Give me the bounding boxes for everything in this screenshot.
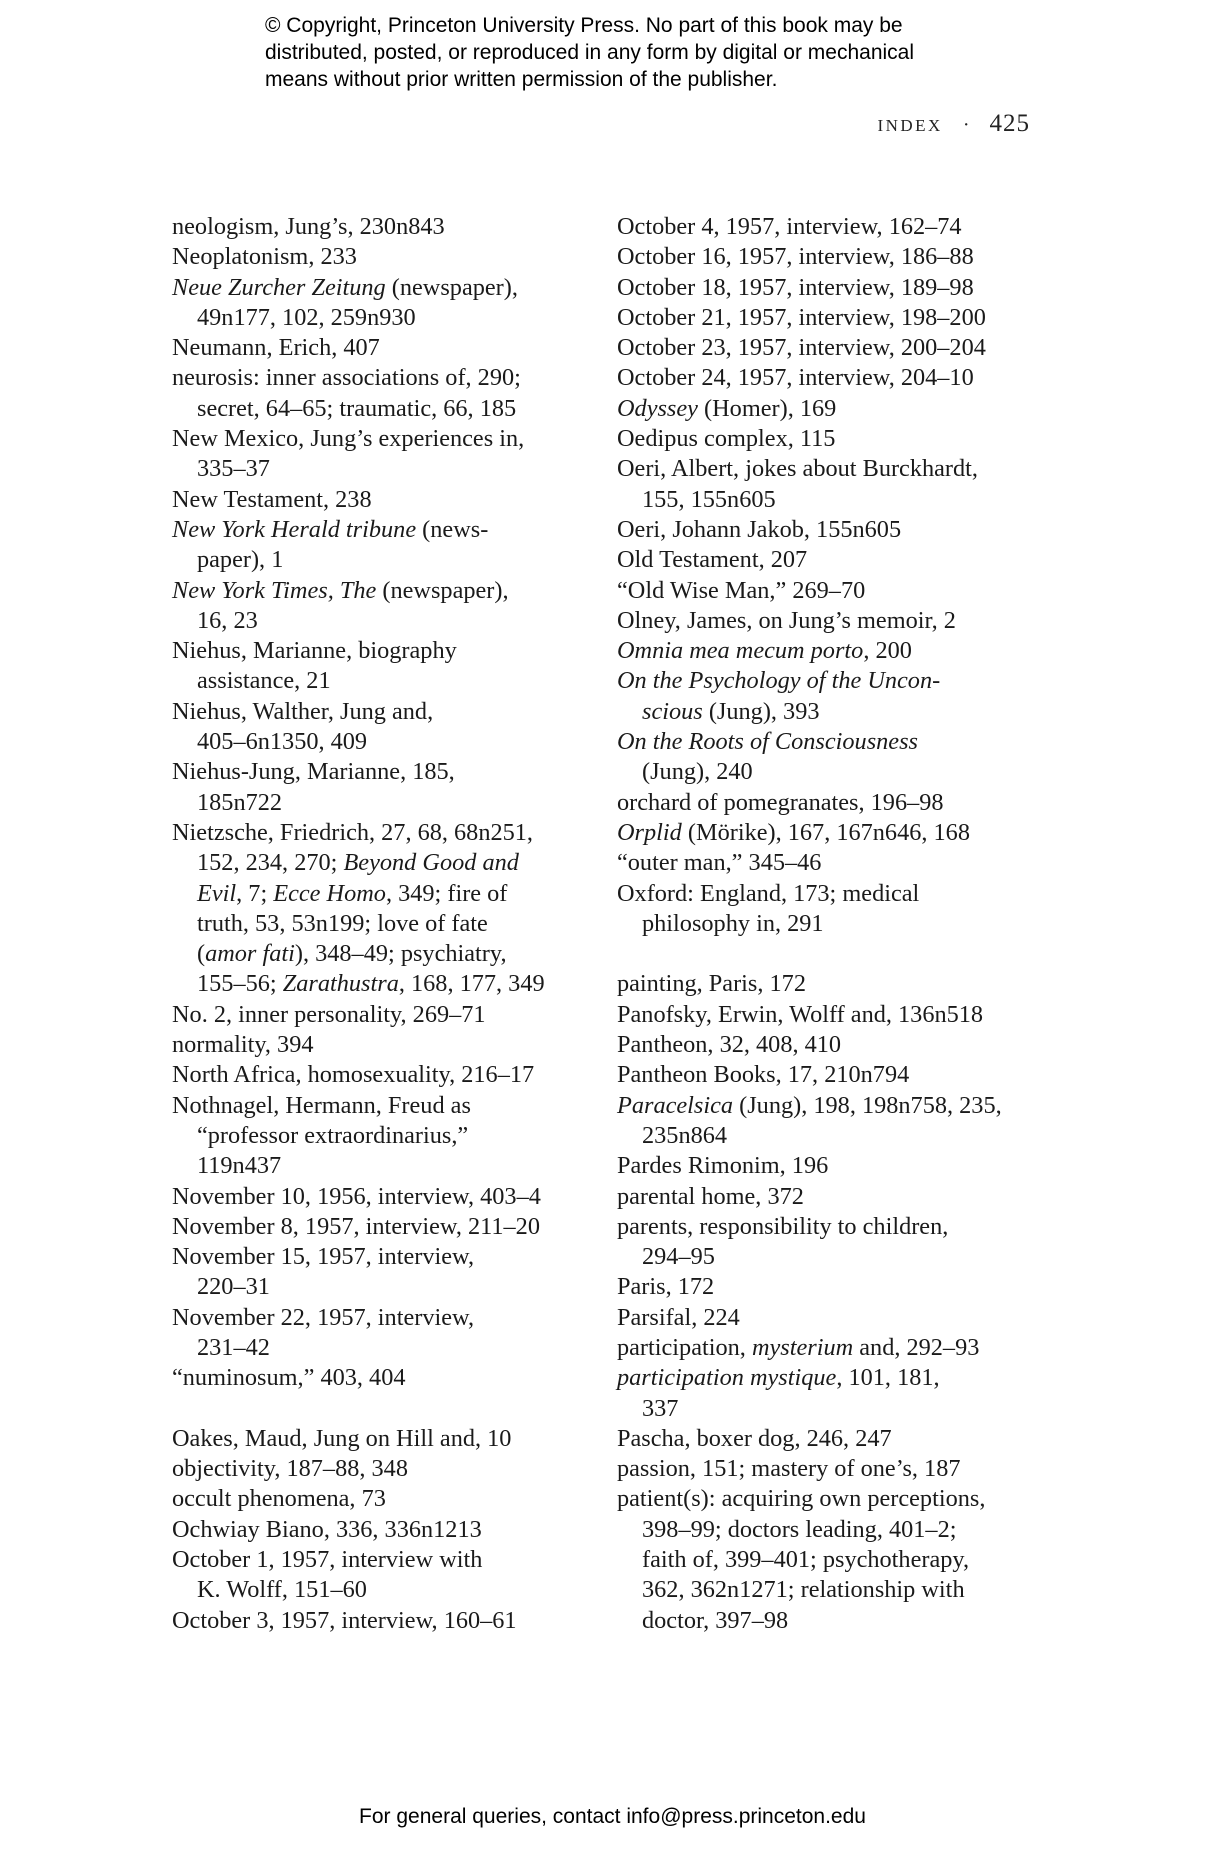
index-entry (172, 212, 600, 242)
index-column-right (617, 212, 1045, 1636)
index-entry (617, 1363, 1045, 1393)
index-entry (617, 727, 1045, 757)
index-text: , 200 (863, 637, 912, 665)
index-entry (617, 273, 1045, 303)
index-text: North Africa, homosexuality, 216–17 (172, 1061, 535, 1089)
index-entry-continuation (172, 606, 600, 636)
index-entry (617, 394, 1045, 424)
index-entry (617, 788, 1045, 818)
index-entry (172, 1424, 600, 1454)
index-text: 337 (642, 1394, 679, 1422)
index-text: 231–42 (197, 1333, 270, 1361)
index-title-italic: Beyond Good and (343, 849, 519, 877)
index-text: Pantheon, 32, 408, 410 (617, 1031, 842, 1059)
index-entry (172, 1060, 600, 1090)
index-text: 335–37 (197, 455, 270, 483)
index-text: October 23, 1957, interview, 200–204 (617, 334, 986, 362)
index-text: “outer man,” 345–46 (617, 849, 822, 877)
index-entry (617, 1091, 1045, 1121)
index-entry (617, 666, 1045, 696)
index-text: (Jung), 393 (702, 697, 820, 725)
index-entry (617, 1484, 1045, 1514)
index-text: passion, 151; mastery of one’s, 187 (617, 1455, 961, 1483)
index-text: November 8, 1957, interview, 211–20 (172, 1212, 540, 1240)
index-entry (172, 697, 600, 727)
index-text: 405–6n1350, 409 (197, 728, 368, 756)
index-text: 155–56; (197, 970, 283, 998)
index-text: Nietzsche, Friedrich, 27, 68, 68n251, (172, 818, 534, 846)
index-entry-continuation (172, 1272, 600, 1302)
index-text: October 16, 1957, interview, 186–88 (617, 243, 974, 271)
index-entry (617, 333, 1045, 363)
index-text: objectivity, 187–88, 348 (172, 1455, 408, 1483)
index-column-left (172, 212, 600, 1636)
index-text: 16, 23 (197, 606, 258, 634)
index-title-italic: On the Roots of Consciousness (617, 728, 919, 756)
index-entry-continuation (172, 1575, 600, 1605)
index-text: assistance, 21 (197, 667, 331, 695)
index-entry (617, 576, 1045, 606)
index-entry-continuation (172, 909, 600, 939)
index-title-italic: Paracelsica (617, 1091, 734, 1119)
index-text: (Mörike), 167, 167n646, 168 (681, 818, 970, 846)
index-title-italic: Omnia mea mecum porto (617, 637, 864, 665)
index-entry-continuation (617, 1394, 1045, 1424)
index-title-italic: amor fati (205, 940, 295, 968)
index-text: Parsifal, 224 (617, 1303, 740, 1331)
index-entry (172, 1303, 600, 1333)
index-text: Niehus, Walther, Jung and, (172, 697, 434, 725)
index-entry (617, 636, 1045, 666)
index-entry (617, 424, 1045, 454)
index-entry (617, 1060, 1045, 1090)
index-entry (172, 485, 600, 515)
index-text: (Jung), 240 (642, 758, 753, 786)
page-number: 425 (989, 110, 1030, 137)
index-entry (172, 576, 600, 606)
index-entry-continuation (172, 969, 600, 999)
index-entry-continuation (617, 757, 1045, 787)
index-text: 235n864 (642, 1121, 728, 1149)
index-text: October 24, 1957, interview, 204–10 (617, 364, 974, 392)
index-entry-continuation (172, 1333, 600, 1363)
index-text: neurosis: inner associations of, 290; (172, 364, 521, 392)
index-text: New Mexico, Jung’s experiences in, (172, 425, 525, 453)
index-entry (172, 1515, 600, 1545)
index-text: Nothnagel, Hermann, Freud as (172, 1091, 471, 1119)
index-title-italic: New York Times, The (172, 576, 377, 604)
index-entry (172, 1030, 600, 1060)
index-text: , 101, 181, (836, 1364, 940, 1392)
index-text: (newspaper), (385, 273, 518, 301)
index-entry (172, 424, 600, 454)
index-entry (617, 454, 1045, 484)
index-text: painting, Paris, 172 (617, 970, 806, 998)
index-text: occult phenomena, 73 (172, 1485, 386, 1513)
running-head (700, 110, 1030, 138)
index-entry-continuation (172, 939, 600, 969)
index-text: participation, (617, 1333, 752, 1361)
index-text: Ochwiay Biano, 336, 336n1213 (172, 1515, 482, 1543)
index-text: ), 348–49; psychiatry, (294, 940, 507, 968)
index-title-italic: Odyssey (617, 394, 698, 422)
index-entry-continuation (617, 909, 1045, 939)
index-text: , 168, 177, 349 (398, 970, 545, 998)
index-text: Neoplatonism, 233 (172, 243, 357, 271)
index-entry-continuation (172, 727, 600, 757)
index-entry-continuation (617, 697, 1045, 727)
running-head-separator: · (962, 114, 970, 136)
index-entry-continuation (617, 1242, 1045, 1272)
index-entry (172, 1363, 600, 1393)
index-text: “Old Wise Man,” 269–70 (617, 576, 866, 604)
index-text: Oeri, Albert, jokes about Burckhardt, (617, 455, 978, 483)
index-letter-gap (172, 1394, 600, 1424)
index-text: and, 292–93 (853, 1333, 980, 1361)
index-entry (617, 1030, 1045, 1060)
index-entry (172, 757, 600, 787)
index-text: November 10, 1956, interview, 403–4 (172, 1182, 541, 1210)
index-text: (Jung), 198, 198n758, 235, (733, 1091, 1002, 1119)
index-entry-continuation (172, 1151, 600, 1181)
index-text: , 7; (236, 879, 274, 907)
index-title-italic: participation mystique (617, 1364, 837, 1392)
index-entry (617, 303, 1045, 333)
index-entry (172, 1000, 600, 1030)
copyright-notice (265, 12, 985, 93)
index-entry (617, 848, 1045, 878)
index-entry (617, 242, 1045, 272)
index-entry (617, 1333, 1045, 1363)
index-entry (172, 1545, 600, 1575)
index-entry-continuation (172, 545, 600, 575)
index-entry (172, 333, 600, 363)
index-text: Panofsky, Erwin, Wolff and, 136n518 (617, 1000, 984, 1028)
index-text: October 21, 1957, interview, 198–200 (617, 303, 986, 331)
index-entry (172, 515, 600, 545)
index-text: Oeri, Johann Jakob, 155n605 (617, 515, 902, 543)
index-entry (617, 1212, 1045, 1242)
index-title-italic: Evil (197, 879, 237, 907)
index-entry (172, 1182, 600, 1212)
running-head-section: INDEX (877, 116, 943, 135)
index-text: Oedipus complex, 115 (617, 425, 836, 453)
index-text: “professor extraordinarius,” (197, 1121, 469, 1149)
index-entry (617, 969, 1045, 999)
index-entry-continuation (172, 848, 600, 878)
index-title-italic: New York Herald tribune (172, 515, 417, 543)
index-entry (172, 1242, 600, 1272)
index-text: November 15, 1957, interview, (172, 1243, 475, 1271)
index-text: November 22, 1957, interview, (172, 1303, 475, 1331)
index-text: doctor, 397–98 (642, 1606, 789, 1634)
index-text: 155, 155n605 (642, 485, 776, 513)
index-text: 398–99; doctors leading, 401–2; (642, 1515, 957, 1543)
index-entry-continuation (617, 1606, 1045, 1636)
index-entry (172, 1484, 600, 1514)
index-text: (news- (416, 515, 489, 543)
index-text: New Testament, 238 (172, 485, 372, 513)
footer-contact: For general queries, contact info@press.princeton.edu (359, 1805, 866, 1828)
index-entry (617, 1272, 1045, 1302)
index-entry (172, 363, 600, 393)
index-entry (617, 1303, 1045, 1333)
index-entry (172, 242, 600, 272)
index-text: October 3, 1957, interview, 160–61 (172, 1606, 517, 1634)
index-entry-continuation (172, 394, 600, 424)
index-title-italic: Ecce Homo (273, 879, 386, 907)
index-text: orchard of pomegranates, 196–98 (617, 788, 944, 816)
index-text: 220–31 (197, 1273, 270, 1301)
index-text: philosophy in, 291 (642, 909, 824, 937)
index-title-italic: Orplid (617, 818, 682, 846)
index-text: “numinosum,” 403, 404 (172, 1364, 406, 1392)
index-text: Oxford: England, 173; medical (617, 879, 920, 907)
index-entry (617, 1000, 1045, 1030)
index-entry (172, 636, 600, 666)
index-title-italic: Zarathustra (282, 970, 399, 998)
index-entry-continuation (617, 485, 1045, 515)
index-text: (Homer), 169 (697, 394, 837, 422)
index-text: , 349; fire of (385, 879, 508, 907)
copyright-line: distributed, posted, or reproduced in any form by digital or mechanical (265, 41, 915, 64)
index-entry (617, 818, 1045, 848)
index-title-italic: Neue Zurcher Zeitung (172, 273, 386, 301)
index-text: 152, 234, 270; (197, 849, 344, 877)
index-entry (172, 1212, 600, 1242)
index-title-italic: scious (642, 697, 703, 725)
copyright-line: means without prior written permission of the publisher. (265, 68, 778, 91)
index-title-italic: On the Psychology of the Uncon- (617, 667, 941, 695)
index-text: Neumann, Erich, 407 (172, 334, 380, 362)
index-entry (172, 273, 600, 303)
index-text: Pantheon Books, 17, 210n794 (617, 1061, 910, 1089)
index-entry (617, 1182, 1045, 1212)
index-text: parental home, 372 (617, 1182, 804, 1210)
index-entry (617, 879, 1045, 909)
index-entry-continuation (617, 1575, 1045, 1605)
index-entry-continuation (617, 1121, 1045, 1151)
index-entry-continuation (172, 1121, 600, 1151)
index-text: 294–95 (642, 1243, 715, 1271)
index-text: 185n722 (197, 788, 283, 816)
index-entry (617, 1454, 1045, 1484)
index-entry-continuation (172, 454, 600, 484)
index-text: Oakes, Maud, Jung on Hill and, 10 (172, 1424, 512, 1452)
index-letter-gap (617, 939, 1045, 969)
index-text: patient(s): acquiring own perceptions, (617, 1485, 986, 1513)
index-text: Niehus, Marianne, biography (172, 637, 457, 665)
index-text: truth, 53, 53n199; love of fate (197, 909, 488, 937)
index-text: No. 2, inner personality, 269–71 (172, 1000, 486, 1028)
index-title-italic: mysterium (751, 1333, 854, 1361)
index-text: Olney, James, on Jung’s memoir, 2 (617, 606, 956, 634)
index-text: 362, 362n1271; relationship with (642, 1576, 965, 1604)
index-text: (newspaper), (376, 576, 509, 604)
index-text: K. Wolff, 151–60 (197, 1576, 367, 1604)
index-entry (172, 818, 600, 848)
index-text: normality, 394 (172, 1031, 314, 1059)
index-entry-continuation (617, 1515, 1045, 1545)
index-text: neologism, Jung’s, 230n843 (172, 213, 445, 240)
index-text: parents, responsibility to children, (617, 1212, 949, 1240)
index-text: paper), 1 (197, 546, 284, 574)
index-entry (617, 606, 1045, 636)
index-entry (617, 212, 1045, 242)
index-text: October 4, 1957, interview, 162–74 (617, 213, 962, 240)
index-entry-continuation (172, 303, 600, 333)
index-entry (172, 1454, 600, 1484)
index-text: October 18, 1957, interview, 189–98 (617, 273, 974, 301)
index-text: Pardes Rimonim, 196 (617, 1152, 829, 1180)
index-text: 119n437 (197, 1152, 282, 1180)
index-entry-continuation (172, 788, 600, 818)
index-entry (617, 1424, 1045, 1454)
index-text: October 1, 1957, interview with (172, 1546, 483, 1574)
index-text: Pascha, boxer dog, 246, 247 (617, 1424, 892, 1452)
index-text: ( (197, 940, 206, 968)
index-text: Old Testament, 207 (617, 546, 808, 574)
index-text: Paris, 172 (617, 1273, 715, 1301)
index-entry-continuation (172, 879, 600, 909)
copyright-line: © Copyright, Princeton University Press. No part of this book may be (265, 14, 903, 37)
index-entry (172, 1606, 600, 1636)
index-entry (172, 1091, 600, 1121)
index-entry (617, 363, 1045, 393)
index-entry-continuation (172, 666, 600, 696)
index-text: secret, 64–65; traumatic, 66, 185 (197, 394, 517, 422)
index-text: 49n177, 102, 259n930 (197, 303, 416, 331)
index-text: Niehus-Jung, Marianne, 185, (172, 758, 455, 786)
index-text: faith of, 399–401; psychotherapy, (642, 1546, 970, 1574)
index-entry-continuation (617, 1545, 1045, 1575)
index-entry (617, 1151, 1045, 1181)
index-entry (617, 515, 1045, 545)
index-entry (617, 545, 1045, 575)
